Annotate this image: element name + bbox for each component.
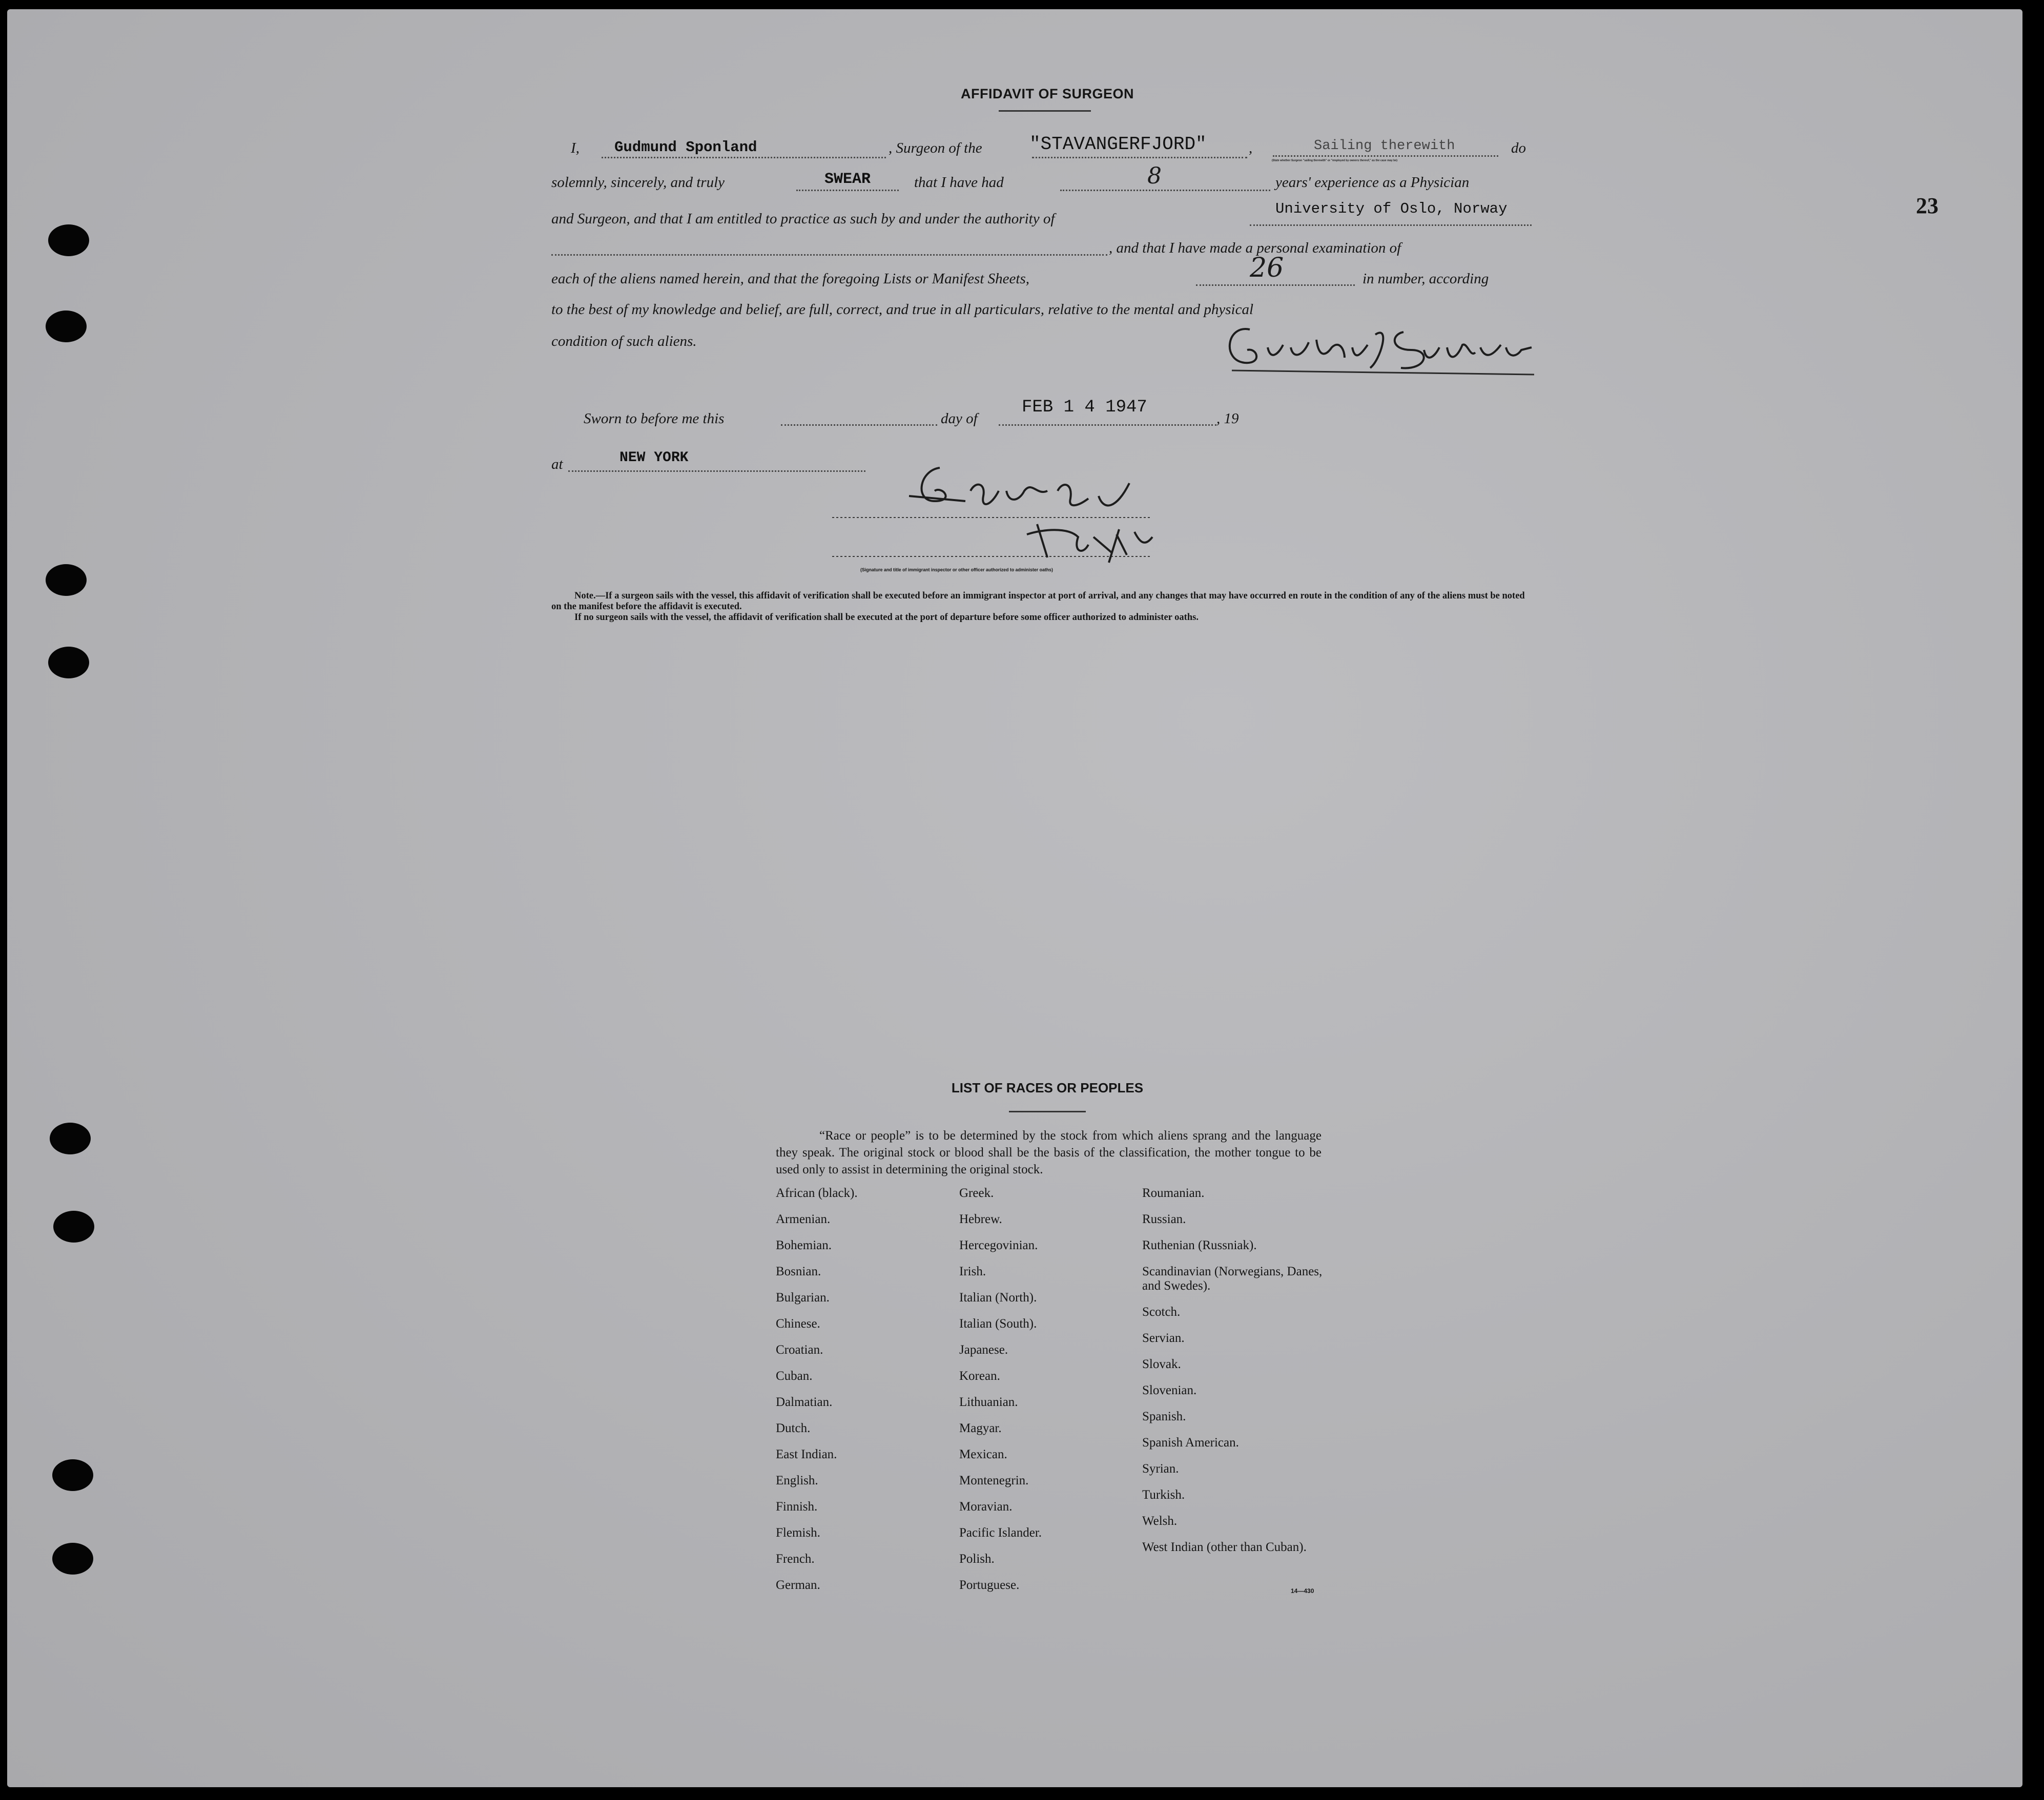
race-item: Japanese. — [959, 1343, 1008, 1357]
note-label: Note. — [574, 591, 596, 601]
race-item: Polish. — [959, 1552, 995, 1566]
title-divider — [999, 110, 1091, 112]
binder-hole — [52, 1543, 93, 1575]
race-item: Italian (North). — [959, 1291, 1037, 1305]
races-column-3 — [1142, 1186, 1327, 1581]
fill-line — [551, 254, 1107, 256]
race-item: Scandinavian (Norwegians, Danes, and Swedes). — [1142, 1265, 1323, 1293]
page-number: 23 — [1916, 193, 1938, 218]
binder-hole — [46, 564, 87, 596]
place-stamp: NEW YORK — [620, 450, 689, 466]
binder-hole — [52, 1459, 93, 1491]
race-item: Bosnian. — [776, 1265, 821, 1278]
race-item: Lithuanian. — [959, 1395, 1018, 1409]
fill-line — [1032, 157, 1247, 158]
race-item: Bohemian. — [776, 1238, 832, 1252]
races-title: LIST OF RACES OR PEOPLES — [951, 1080, 1144, 1095]
race-item: Cuban. — [776, 1369, 813, 1383]
race-item: Servian. — [1142, 1331, 1185, 1345]
status-field: Sailing therewith — [1314, 138, 1455, 154]
authority-field: University of Oslo, Norway — [1275, 200, 1508, 217]
races-intro: “Race or people” is to be determined by the stock from which aliens sprang and the language they speak. The original stock or blood shall be the basis of the classification, the mother tongue to be used only to assist in determining the original stock. — [776, 1129, 1322, 1176]
officer-signature-drawing — [832, 460, 1211, 570]
sworn-mid: day of — [941, 410, 978, 427]
race-item: Irish. — [959, 1265, 986, 1278]
line7-text: condition of such aliens. — [551, 333, 697, 349]
race-item: Spanish. — [1142, 1410, 1186, 1423]
line1-mid: , Surgeon of the — [889, 140, 982, 156]
form-number: 14—430 — [1291, 1587, 1314, 1595]
race-item: African (black). — [776, 1186, 858, 1200]
race-item: Moravian. — [959, 1500, 1013, 1514]
race-item: Magyar. — [959, 1421, 1002, 1435]
surgeon-name-field: Gudmund Sponland — [614, 139, 757, 156]
race-item: East Indian. — [776, 1447, 837, 1461]
race-item: Slovenian. — [1142, 1383, 1197, 1397]
race-item: Dalmatian. — [776, 1395, 833, 1409]
race-item: Flemish. — [776, 1526, 820, 1540]
sheets-field: 26 — [1250, 253, 1284, 283]
race-item: Spanish American. — [1142, 1436, 1239, 1450]
note-text: —If a surgeon sails with the vessel, this affidavit of verification shall be executed before an immigrant inspector at port of arrival, and any changes that may have occurred en route in the condition of any of the aliens must be noted on the manifest before the affidavit is executed. — [551, 591, 1525, 612]
sworn-prefix: Sworn to before me this — [584, 410, 725, 427]
races-divider — [1009, 1111, 1086, 1112]
status-caption: (State whether Surgeon "sailing therewith" or "employed by owners thereof," as the case may be) — [1272, 159, 1398, 162]
line4-suffix: , and that I have made a personal examination of — [1109, 240, 1401, 256]
race-item: West Indian (other than Cuban). — [1142, 1540, 1307, 1554]
years-field: 8 — [1147, 163, 1162, 189]
race-item: Mexican. — [959, 1447, 1007, 1461]
races-column-1 — [776, 1186, 858, 1604]
officer-caption: (Signature and title of immigrant inspector or other officer authorized to administer oaths) — [860, 568, 1053, 573]
race-item: French. — [776, 1552, 815, 1566]
fill-line — [568, 470, 865, 472]
race-item: Greek. — [959, 1186, 994, 1200]
affidavit-title: AFFIDAVIT OF SURGEON — [961, 86, 1134, 101]
race-item: Ruthenian (Russniak). — [1142, 1238, 1257, 1252]
race-item: Italian (South). — [959, 1317, 1037, 1331]
binder-hole — [46, 311, 87, 342]
fill-line — [999, 424, 1216, 426]
at-prefix: at — [551, 456, 563, 472]
race-item: Finnish. — [776, 1500, 818, 1514]
binder-hole — [50, 1123, 91, 1154]
race-item: Scotch. — [1142, 1305, 1181, 1319]
race-item: Hebrew. — [959, 1212, 1002, 1226]
race-item: Pacific Islander. — [959, 1526, 1042, 1540]
line2-prefix: solemnly, sincerely, and truly — [551, 174, 725, 191]
affidavit-note — [551, 591, 1535, 623]
race-item: Russian. — [1142, 1212, 1186, 1226]
note-text-2: If no surgeon sails with the vessel, the affidavit of verification shall be executed at the port of departure before some officer authorized to administer oaths. — [574, 612, 1199, 623]
oath-field: SWEAR — [824, 171, 871, 188]
line6-text: to the best of my knowledge and belief, are full, correct, and true in all particulars, relative to the mental and physical — [551, 301, 1254, 318]
fill-line — [1273, 155, 1498, 157]
race-item: Dutch. — [776, 1421, 811, 1435]
vessel-field: "STAVANGERFJORD" — [1029, 134, 1207, 155]
line3-prefix: and Surgeon, and that I am entitled to practice as such by and under the authority of — [551, 211, 1055, 227]
line1-prefix: I, — [571, 140, 580, 156]
binder-hole — [48, 224, 89, 256]
race-item: Montenegrin. — [959, 1474, 1029, 1487]
race-item: Armenian. — [776, 1212, 831, 1226]
race-item: Chinese. — [776, 1317, 820, 1331]
line2-mid: that I have had — [914, 174, 1004, 191]
manifest-page — [7, 9, 2022, 1787]
fill-line — [1196, 284, 1355, 286]
sworn-date-stamp: FEB 1 4 1947 — [1022, 398, 1147, 417]
sworn-suffix: , 19 — [1216, 410, 1239, 427]
surgeon-signature-drawing — [1222, 319, 1539, 381]
line1-comma: , — [1249, 140, 1253, 156]
line1-suffix: do — [1511, 140, 1526, 156]
fill-line — [781, 424, 937, 426]
races-column-2 — [959, 1186, 1042, 1604]
race-item: English. — [776, 1474, 818, 1487]
race-item: Welsh. — [1142, 1514, 1178, 1528]
fill-line — [1250, 224, 1532, 226]
line5-prefix: each of the aliens named herein, and that the foregoing Lists or Manifest Sheets, — [551, 271, 1029, 287]
fill-line — [796, 190, 899, 191]
race-item: Bulgarian. — [776, 1291, 830, 1305]
race-item: Portuguese. — [959, 1578, 1020, 1592]
binder-hole — [48, 647, 89, 678]
race-item: Turkish. — [1142, 1488, 1185, 1502]
race-item: Roumanian. — [1142, 1186, 1205, 1200]
fill-line — [1060, 190, 1270, 191]
race-item: Korean. — [959, 1369, 1000, 1383]
fill-line — [602, 157, 886, 158]
race-item: Slovak. — [1142, 1357, 1181, 1371]
binder-hole — [53, 1211, 94, 1243]
race-item: Hercegovinian. — [959, 1238, 1038, 1252]
race-item: Syrian. — [1142, 1462, 1179, 1476]
line5-suffix: in number, according — [1362, 271, 1489, 287]
race-item: German. — [776, 1578, 820, 1592]
line2-suffix: years' experience as a Physician — [1275, 174, 1470, 191]
race-item: Croatian. — [776, 1343, 823, 1357]
